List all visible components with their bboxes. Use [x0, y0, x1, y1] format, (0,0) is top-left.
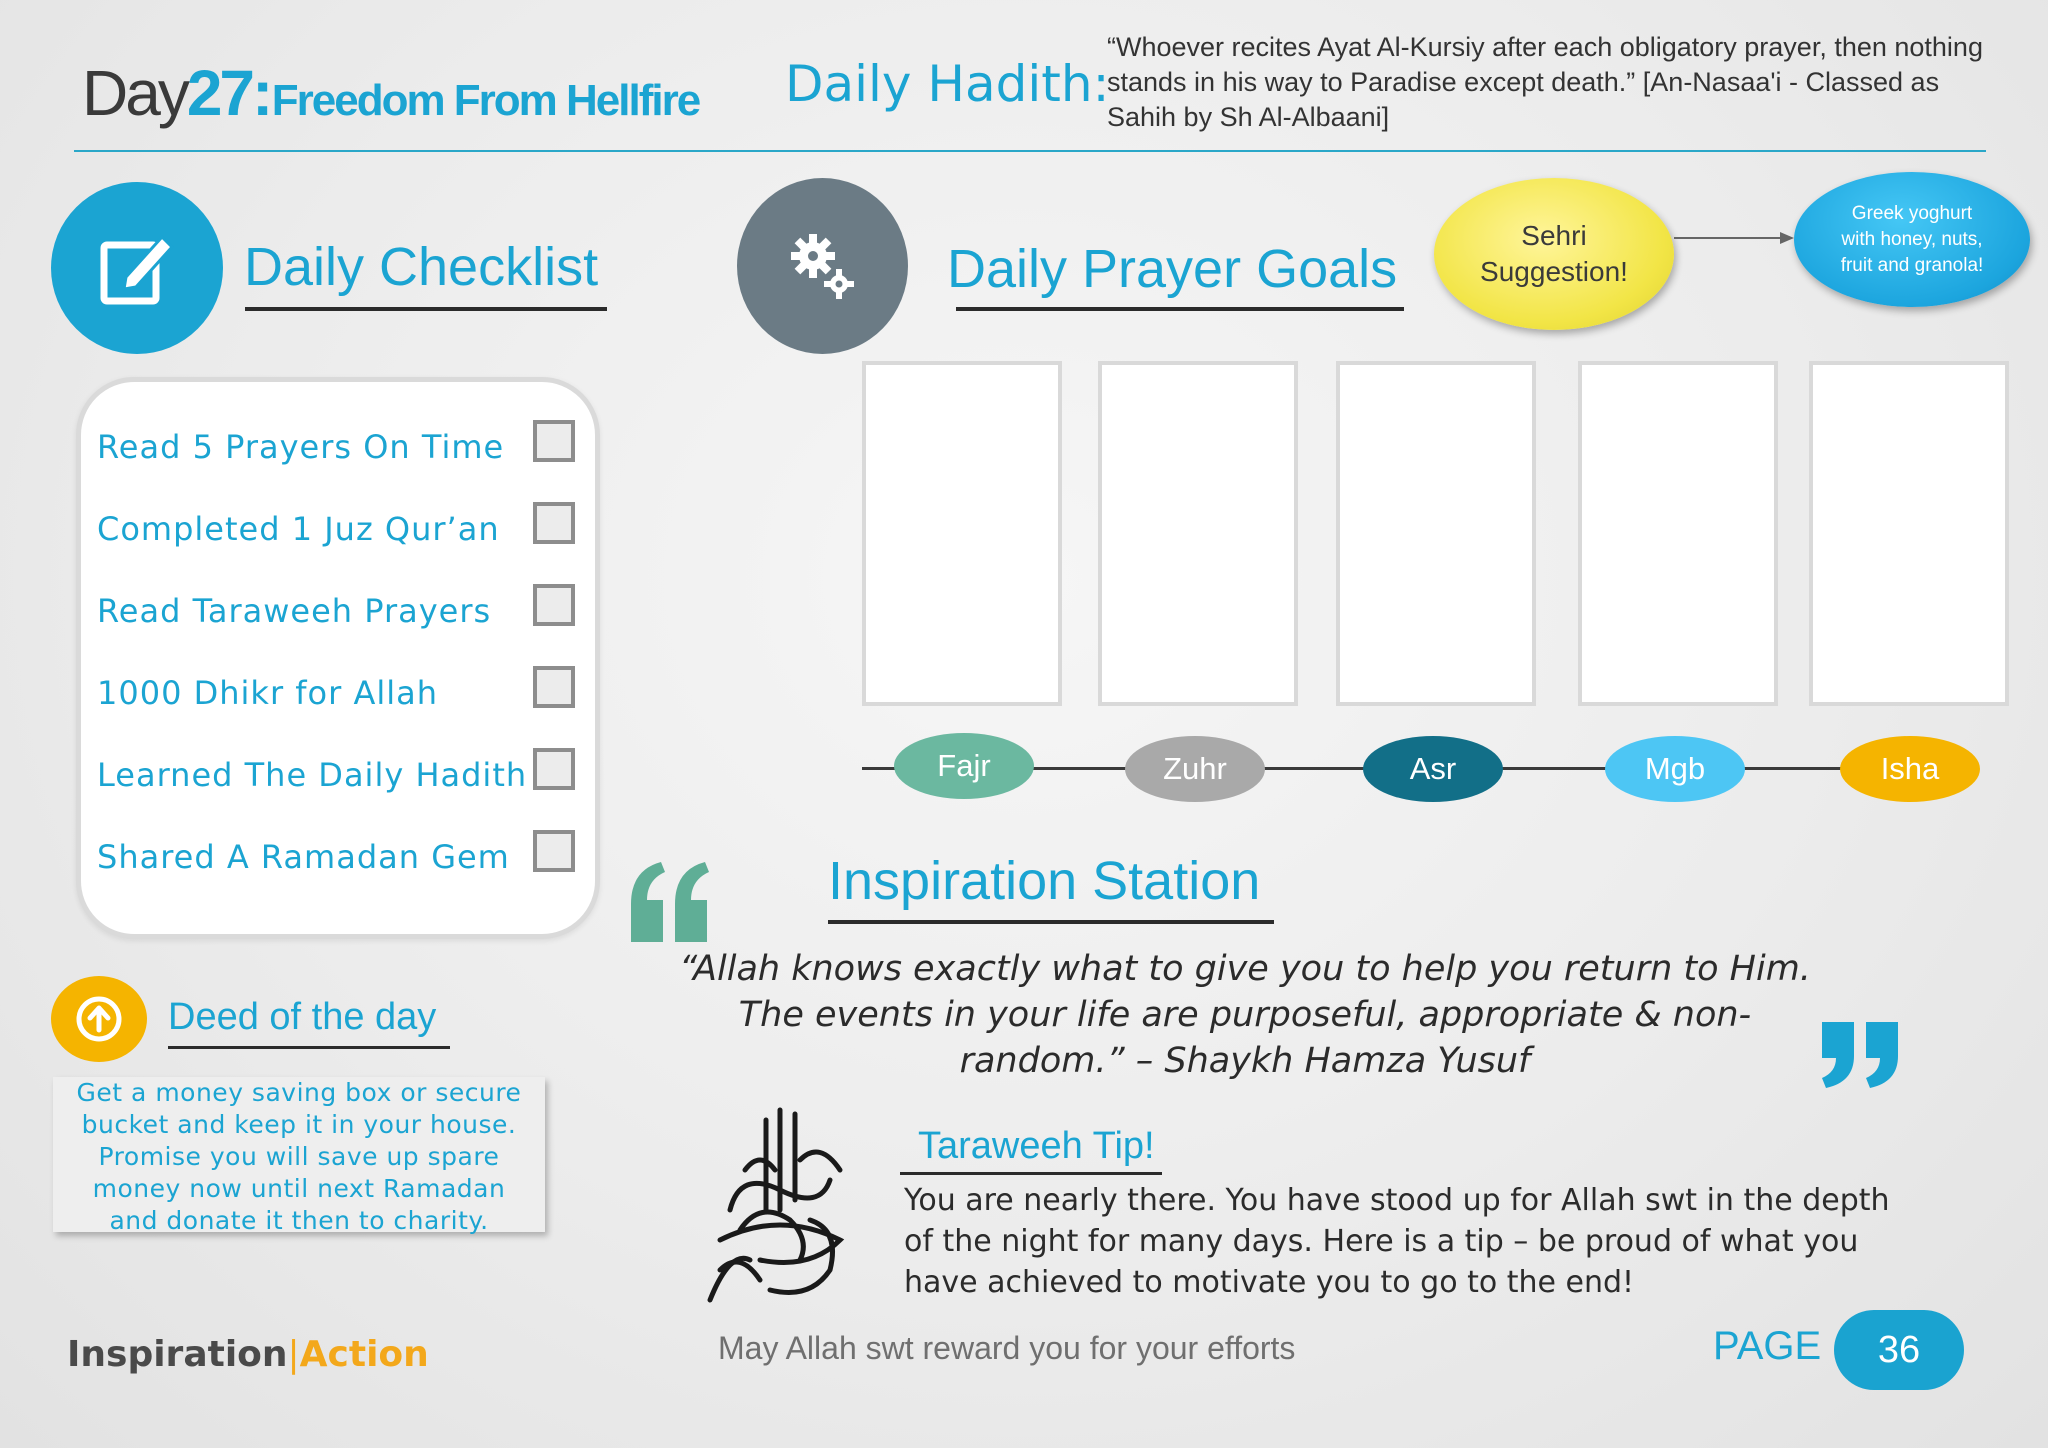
quote-line: “Allah knows exactly what to give you to help you return to Him. — [679, 949, 1811, 989]
sehri-line2: Suggestion! — [1480, 256, 1628, 287]
prayer-pill-mgb — [1605, 736, 1745, 802]
inspiration-underline — [828, 920, 1274, 924]
checkbox[interactable] — [533, 502, 575, 544]
checklist-item[interactable] — [97, 666, 577, 720]
daily-prayer-goals-title: Daily Prayer Goals — [947, 239, 1398, 299]
suggestion-line: fruit and granola! — [1840, 254, 1984, 276]
day-word: Day — [82, 57, 187, 129]
deed-line: money now until next Ramadan — [92, 1174, 506, 1203]
prayer-name: Mgb — [1644, 751, 1706, 786]
deed-line: Promise you will save up spare — [98, 1142, 500, 1171]
checklist-item[interactable] — [97, 748, 577, 802]
prayer-goal-box-isha[interactable] — [1809, 361, 2009, 706]
checklist-item-label: Shared A Ramadan Gem — [97, 838, 510, 876]
checklist-item[interactable] — [97, 830, 577, 884]
taraweeh-tip-text: You are nearly there. You have stood up for Allah swt in the depth of the night for many days. Here is a tip – be proud of what you have achieved to motivate you to go to the end! — [904, 1183, 1890, 1300]
deed-title: Deed of the day — [168, 996, 437, 1038]
checklist-item[interactable] — [97, 502, 577, 556]
checklist-item-label: Read Taraweeh Prayers — [97, 592, 492, 630]
prayer-goal-box-mgb[interactable] — [1578, 361, 1778, 706]
edit-icon — [51, 182, 223, 354]
prayer-goal-box-asr[interactable] — [1336, 361, 1536, 706]
brand-action: Action — [299, 1334, 429, 1375]
prayer-name: Isha — [1880, 751, 1940, 786]
sehri-suggestion-text — [1794, 172, 2030, 307]
arrow-right-icon — [1674, 228, 1796, 248]
header-divider — [74, 150, 1986, 152]
page-number-value: 36 — [1877, 1328, 1921, 1371]
checklist-item-label: Learned The Daily Hadith — [97, 756, 528, 794]
checkbox[interactable] — [533, 420, 575, 462]
prayer-goals-underline — [956, 307, 1404, 311]
checklist-item-label: Completed 1 Juz Qur’an — [97, 510, 500, 548]
prayer-pill-zuhr — [1125, 736, 1265, 802]
close-quote-icon — [1818, 1020, 1904, 1090]
page-number — [1834, 1310, 1964, 1390]
taraweeh-tip-title: Taraweeh Tip! — [918, 1125, 1155, 1167]
footer-message: May Allah swt reward you for your efforts — [718, 1330, 1296, 1366]
checkbox[interactable] — [533, 584, 575, 626]
prayer-pill-isha — [1840, 736, 1980, 802]
suggestion-line: with honey, nuts, — [1841, 228, 1983, 250]
checklist-item[interactable] — [97, 420, 577, 474]
quote-line: The events in your life are purposeful, appropriate & non- — [738, 995, 1752, 1035]
checklist-item[interactable] — [97, 584, 577, 638]
day-number: 27: — [186, 57, 271, 129]
sehri-suggestion-bubble — [1434, 178, 1674, 330]
deed-line: bucket and keep it in your house. — [81, 1110, 517, 1139]
prayer-goal-box-fajr[interactable] — [862, 361, 1062, 706]
checkbox[interactable] — [533, 748, 575, 790]
page-label: PAGE — [1713, 1324, 1822, 1368]
prayer-goal-box-zuhr[interactable] — [1098, 361, 1298, 706]
suggestion-line: Greek yoghurt — [1851, 202, 1973, 224]
inspiration-quote — [640, 946, 1850, 1084]
prayer-name: Fajr — [937, 748, 991, 783]
checklist-underline — [245, 307, 607, 311]
day-subtitle: Freedom From Hellfire — [271, 76, 700, 125]
deed-line: and donate it then to charity. — [109, 1206, 489, 1235]
deed-underline — [168, 1046, 450, 1049]
checkbox[interactable] — [533, 830, 575, 872]
prayer-pill-asr — [1363, 736, 1503, 802]
bismillah-calligraphy-icon — [700, 1100, 860, 1310]
brand-logo — [67, 1334, 429, 1375]
open-quote-icon — [625, 860, 715, 944]
brand-separator: | — [287, 1334, 300, 1375]
inspiration-station-title: Inspiration Station — [828, 851, 1261, 911]
sehri-line1: Sehri — [1521, 220, 1587, 251]
gears-icon — [737, 178, 908, 354]
prayer-name: Asr — [1409, 751, 1457, 786]
checklist-item-label: Read 5 Prayers On Time — [97, 428, 505, 466]
arrow-up-circle-icon — [51, 976, 147, 1062]
checkbox[interactable] — [533, 666, 575, 708]
prayer-pill-fajr — [894, 733, 1034, 799]
prayer-name: Zuhr — [1163, 751, 1227, 786]
deed-line: Get a money saving box or secure — [76, 1078, 522, 1107]
checklist-item-label: 1000 Dhikr for Allah — [97, 674, 439, 712]
checklist-card — [76, 377, 600, 939]
daily-hadith-label: Daily Hadith: — [785, 55, 1110, 113]
daily-checklist-title: Daily Checklist — [244, 237, 599, 297]
brand-inspiration: Inspiration — [67, 1334, 288, 1375]
daily-hadith-text: “Whoever recites Ayat Al-Kursiy after each obligatory prayer, then nothing stands in his way to Paradise except death.” [An-Nasaa'i - Classed as Sahih by Sh Al-Albaani] — [1107, 32, 1983, 132]
day-title — [82, 56, 699, 130]
quote-line: random.” – Shaykh Hamza Yusuf — [959, 1041, 1531, 1081]
taraweeh-underline — [900, 1172, 1162, 1175]
deed-box — [53, 1077, 545, 1235]
